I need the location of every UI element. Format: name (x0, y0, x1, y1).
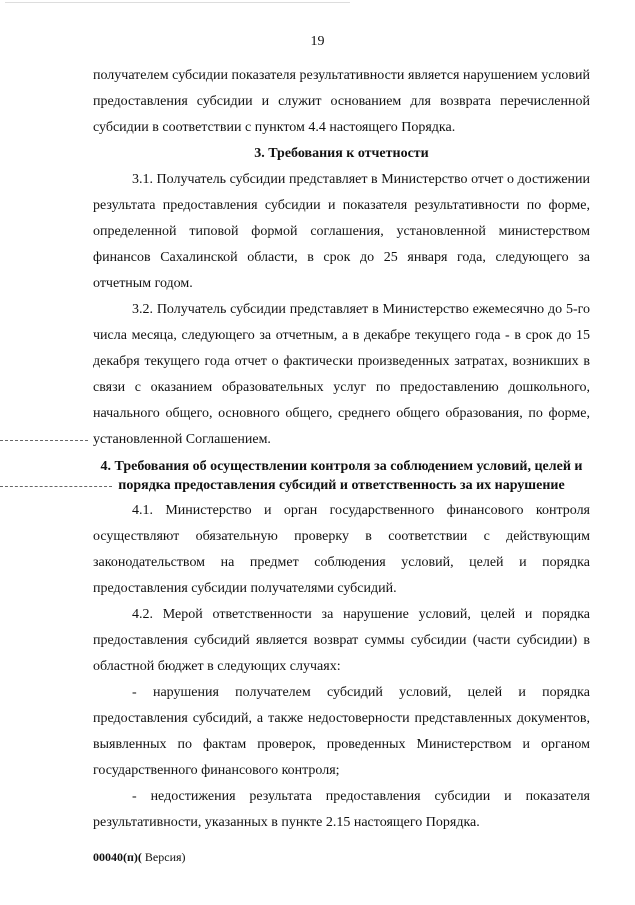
footer-code: 00040(п)( (93, 850, 142, 864)
section-3-heading: 3. Требования к отчетности (254, 146, 429, 161)
list-item-non-achievement: - недостижения результата предоставления субсидии и показателя результативности, указанных в пункте 2.15 настоящего Порядка. (93, 789, 590, 830)
page-number: 19 (310, 34, 325, 49)
document-footer (93, 850, 186, 865)
paragraph-3-1: 3.1. Получатель субсидии представляет в Министерство отчет о достижении результата предоставления субсидии и показателя результативности по форме, определенной типовой формой соглашения, установленной министерством финансов Сахалинской области, в срок до 25 января года, следующего за отчетным годом. (93, 172, 590, 291)
paragraph-3-2: 3.2. Получатель субсидии представляет в Министерство ежемесячно до 5-го числа месяца, следующего за отчетным, а в декабре текущего года - в срок до 15 декабря текущего года отчет о фактически произведенных затратах, возникших в связи с оказанием образовательных услуг по предоставлению дошкольного, начального общего, основного общего, среднего общего образования, по форме, установленной Соглашением. (93, 302, 590, 447)
top-edge-line (5, 2, 350, 3)
paragraph-4-2: 4.2. Мерой ответственности за нарушение условий, целей и порядка предоставления субсидий является возврат суммы субсидии (части субсидии) в областной бюджет в следующих случаях: (93, 607, 590, 674)
footer-version: Версия) (141, 850, 186, 864)
margin-dash-mark (0, 440, 88, 441)
paragraph-continuation: получателем субсидии показателя результативности является нарушением условий предоставления субсидии и служит основанием для возврата перечисленной субсидии в соответствии с пунктом 4.4 настоящего Порядка. (93, 68, 590, 135)
document-body (93, 63, 590, 836)
list-item-violation: - нарушения получателем субсидий условий, целей и порядка предоставления субсидий, а также недостоверности представленных документов, выявленных по фактам проверок, проведенных Министерством и органом государственного финансового контроля; (93, 685, 590, 778)
paragraph-4-1: 4.1. Министерство и орган государственного финансового контроля осуществляют обязательную проверку в соответствии с действующим законодательством на предмет соблюдения условий, целей и порядка предоставления субсидии получателями субсидий. (93, 503, 590, 596)
section-4-heading: 4. Требования об осуществлении контроля за соблюдением условий, целей и порядка предоставления субсидий и ответственность за их нарушение (100, 459, 583, 493)
